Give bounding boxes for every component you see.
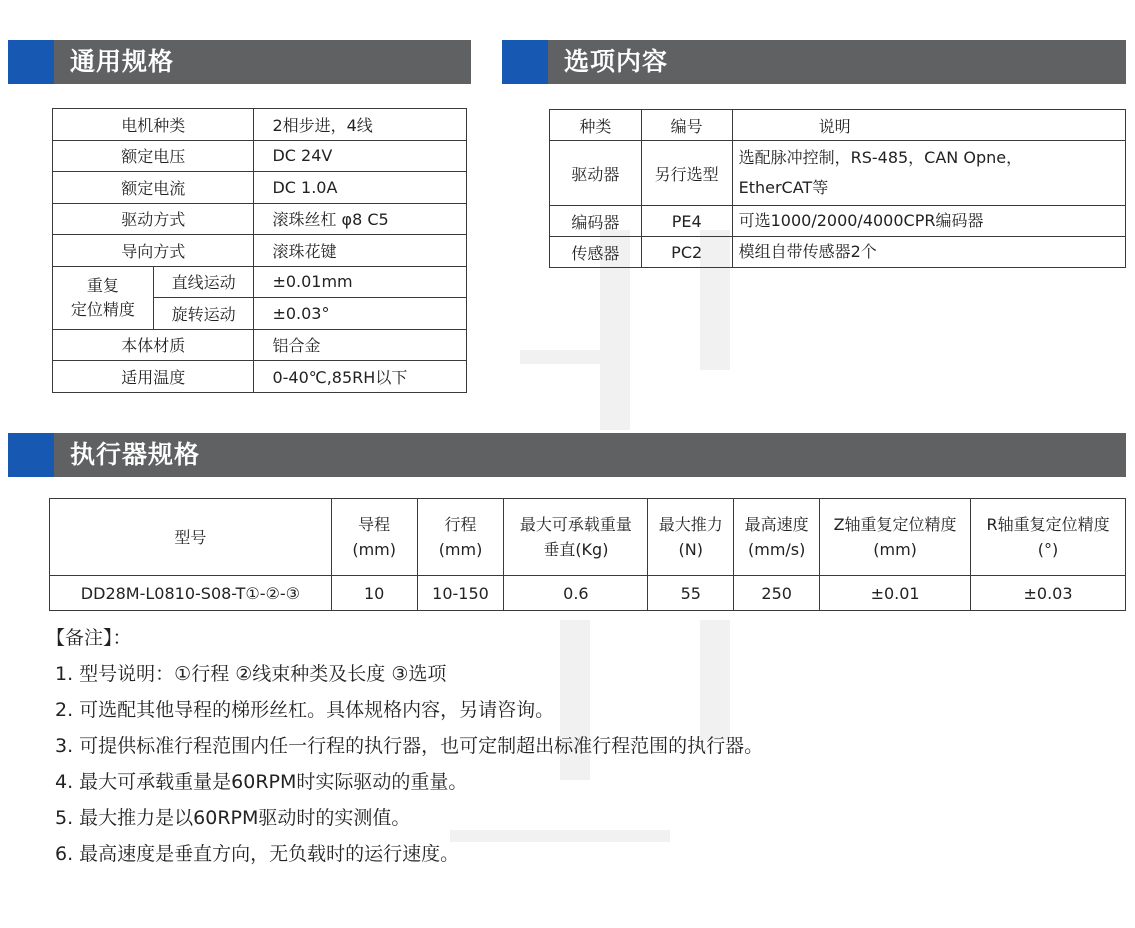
- option-desc: 可选1000/2000/4000CPR编码器: [732, 206, 1125, 237]
- spec-value: 0-40℃,85RH以下: [254, 361, 467, 393]
- rotary-motion-label: 旋转运动: [153, 298, 254, 330]
- table-row: [53, 140, 467, 172]
- header-line2: (mm/s): [747, 540, 806, 559]
- options-table: [549, 109, 1126, 268]
- header-code: 编号: [641, 110, 732, 141]
- options-header: [502, 40, 1126, 84]
- linear-motion-value: ±0.01mm: [254, 266, 467, 298]
- option-desc-line1: 选配脉冲控制，RS-485，CAN Opne，: [738, 148, 1023, 167]
- table-header-row: [50, 499, 1126, 576]
- spec-label: 导向方式: [53, 235, 254, 267]
- header-cell: [504, 499, 648, 576]
- repeat-label-line2: 定位精度: [70, 299, 135, 319]
- header-line1: R轴重复定位精度: [986, 515, 1110, 534]
- spec-value: 铝合金: [254, 329, 467, 361]
- value-cell: 10-150: [417, 576, 504, 611]
- header-desc: 说明: [732, 110, 1125, 141]
- value-cell: 0.6: [504, 576, 648, 611]
- header-cell: [971, 499, 1126, 576]
- option-desc: [732, 141, 1125, 206]
- spec-label: 额定电压: [53, 140, 254, 172]
- spec-value: DC 1.0A: [254, 172, 467, 204]
- watermark-shape: [520, 350, 630, 364]
- table-row: [53, 361, 467, 393]
- notes-heading: 【备注】：: [46, 627, 132, 649]
- note-item: 5. 最大推力是以60RPM驱动时的实测值。: [55, 807, 411, 829]
- repeat-accuracy-label: [53, 266, 154, 329]
- table-header-row: [550, 110, 1126, 141]
- rotary-motion-value: ±0.03°: [254, 298, 467, 330]
- option-code: 另行选型: [641, 141, 732, 206]
- notes-section: [46, 620, 763, 872]
- table-row: [550, 237, 1126, 268]
- note-item: 6. 最高速度是垂直方向，无负载时的运行速度。: [55, 843, 460, 865]
- spec-label: 额定电流: [53, 172, 254, 204]
- option-type: 编码器: [550, 206, 642, 237]
- option-code: PE4: [641, 206, 732, 237]
- header-cell: [331, 499, 417, 576]
- header-cell: [734, 499, 820, 576]
- spec-value: 滚珠花键: [254, 235, 467, 267]
- section-title: 通用规格: [70, 47, 175, 76]
- note-item: 3. 可提供标准行程范围内任一行程的执行器，也可定制超出标准行程范围的执行器。: [55, 735, 764, 757]
- spec-value: 滚珠丝杠 φ8 C5: [254, 203, 467, 235]
- actuator-spec-table: [49, 498, 1126, 611]
- header-type: 种类: [550, 110, 642, 141]
- general-spec-table: [52, 108, 467, 393]
- spec-label: 电机种类: [53, 109, 254, 141]
- header-cell: [417, 499, 504, 576]
- header-line1: Z轴重复定位精度: [833, 515, 957, 534]
- header-line1: 最大可承载重量: [519, 515, 632, 534]
- option-code: PC2: [641, 237, 732, 268]
- general-spec-header: [8, 40, 471, 84]
- header-line1: 最高速度: [744, 515, 809, 534]
- header-cell: [820, 499, 971, 576]
- linear-motion-label: 直线运动: [153, 266, 254, 298]
- value-cell: ±0.03: [971, 576, 1126, 611]
- table-row: [550, 141, 1126, 206]
- table-row: [53, 266, 467, 298]
- header-accent: [502, 40, 548, 84]
- header-cell: [50, 499, 332, 576]
- table-row: [53, 235, 467, 267]
- value-cell: 250: [734, 576, 820, 611]
- spec-value: DC 24V: [254, 140, 467, 172]
- note-item: 2. 可选配其他导程的梯形丝杠。具体规格内容，另请咨询。: [55, 699, 555, 721]
- note-item: 4. 最大可承载重量是60RPM时实际驱动的重量。: [55, 771, 468, 793]
- section-title: 执行器规格: [70, 440, 201, 469]
- header-line2: (mm): [438, 540, 483, 559]
- header-line2: (mm): [352, 540, 396, 559]
- spec-label: 适用温度: [53, 361, 254, 393]
- header-line1: 行程: [444, 515, 477, 534]
- header-line1: 导程: [358, 515, 391, 534]
- actuator-spec-header: [8, 433, 1126, 477]
- table-row: [53, 172, 467, 204]
- option-type: 驱动器: [550, 141, 642, 206]
- header-line2: (°): [1037, 540, 1059, 559]
- spec-value: 2相步进，4线: [254, 109, 467, 141]
- option-desc-line2: EtherCAT等: [738, 178, 829, 197]
- table-row: [53, 329, 467, 361]
- header-cell: [648, 499, 734, 576]
- header-accent: [8, 40, 54, 84]
- note-item: 1. 型号说明：①行程 ②线束种类及长度 ③选项: [55, 663, 447, 685]
- spec-label: 本体材质: [53, 329, 254, 361]
- model-cell: DD28M-L0810-S08-T①-②-③: [50, 576, 332, 611]
- section-title: 选项内容: [564, 47, 669, 76]
- header-line1: 最大推力: [658, 515, 723, 534]
- header-line1: 型号: [174, 527, 207, 547]
- header-accent: [8, 433, 54, 477]
- value-cell: ±0.01: [820, 576, 971, 611]
- value-cell: 10: [331, 576, 417, 611]
- repeat-label-line1: 重复: [86, 275, 119, 295]
- option-type: 传感器: [550, 237, 642, 268]
- table-row: [50, 576, 1126, 611]
- table-row: [550, 206, 1126, 237]
- value-cell: 55: [648, 576, 734, 611]
- option-desc: 模组自带传感器2个: [732, 237, 1125, 268]
- table-row: [53, 109, 467, 141]
- spec-label: 驱动方式: [53, 203, 254, 235]
- header-line2: (N): [678, 540, 703, 559]
- table-row: [53, 203, 467, 235]
- header-line2: 垂直(Kg): [543, 540, 609, 559]
- header-line2: (mm): [873, 540, 917, 559]
